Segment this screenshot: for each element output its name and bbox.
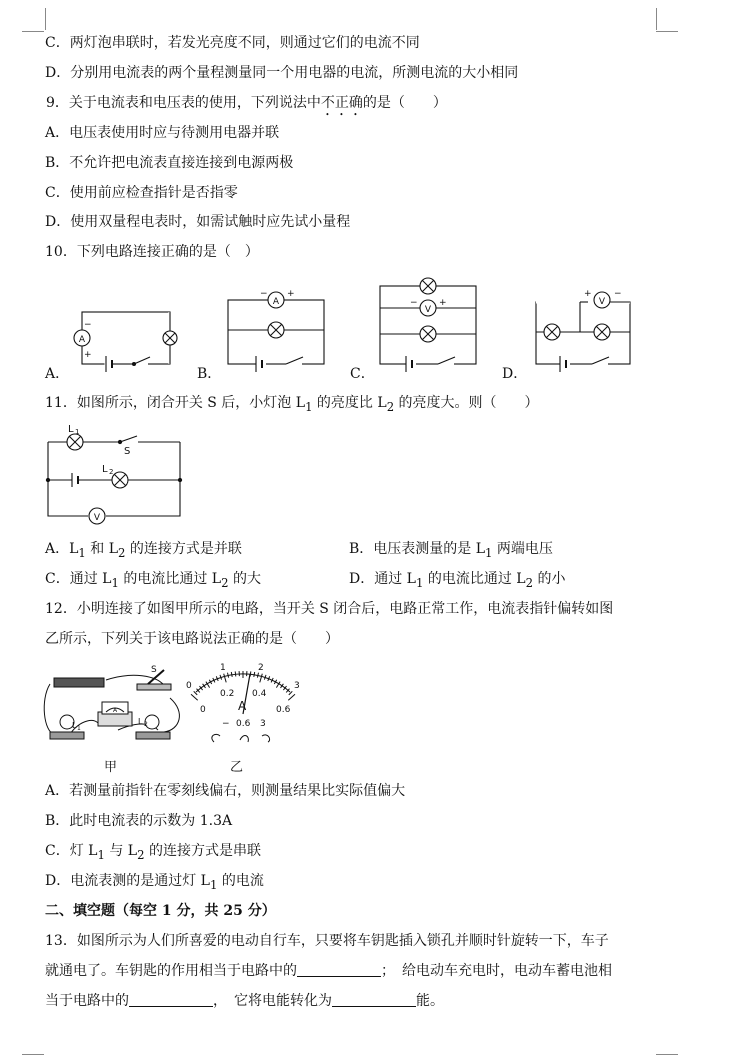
circuit-b (228, 289, 324, 372)
sub-1: 1 (111, 575, 119, 590)
fig11-l1-sub: 1 (75, 428, 80, 436)
blank-1[interactable] (297, 962, 381, 977)
q10-label-c: C． (350, 366, 375, 382)
sub-2: 2 (137, 847, 145, 862)
option-9c: C．使用前应检查指针是否指零 (45, 185, 238, 201)
option-11a (45, 540, 242, 562)
dial-tick (224, 674, 227, 683)
fig11-voltmeter: V (93, 513, 101, 523)
q10-label-a: A． (45, 366, 70, 382)
option-11b (349, 540, 553, 562)
crop-mark-top-left-h (22, 30, 44, 32)
q11c-text-b: 的电流比通过 L (118, 571, 222, 587)
fig12-l2-sub: 2 (144, 721, 148, 728)
q11b-text-a: B．电压表测量的是 L (349, 541, 486, 557)
option-9d: D．使用双量程电表时，如需试触时应先试小量程 (45, 214, 351, 230)
question-11 (45, 394, 539, 416)
q13-text-c3: 能。 (416, 993, 444, 1009)
crop-mark-bottom-left (22, 1054, 44, 1056)
q11-text-a: 11．如图所示，闭合开关 S 后，小灯泡 L (45, 395, 306, 411)
fig12-s: S (151, 665, 157, 675)
section-2-heading: 二、填空题（每空 1 分，共 25 分） (45, 903, 276, 919)
circuit-c (380, 278, 476, 372)
option-12b: B．此时电流表的示数为 1.3A (45, 813, 233, 829)
scale-bottom-1: 0.2 (220, 689, 235, 699)
option-11c (45, 570, 261, 592)
scale-bottom-0: 0 (200, 705, 206, 715)
q10-figures (40, 272, 640, 382)
minus-b: − (260, 289, 268, 299)
dial-tick (231, 672, 232, 677)
q10-label-d: D． (502, 366, 528, 382)
scale-bottom-3: 0.6 (276, 705, 291, 715)
dial-tick (235, 671, 236, 676)
crop-mark-top-right (656, 8, 658, 30)
q13-text-c2: ， 它将电能转化为 (213, 993, 332, 1009)
q12d-text-a: D．电流表测的是通过灯 L (45, 873, 210, 889)
scale-top-3: 3 (294, 681, 300, 691)
q11d-text-c: 的小 (533, 571, 566, 587)
option-9b: B．不允许把电流表直接连接到电源两极 (45, 155, 294, 171)
q11-figure (40, 422, 190, 528)
q11a-text-b: 和 L (85, 541, 119, 557)
question-13-line2 (45, 962, 612, 980)
q11b-text-b: 两端电压 (492, 541, 553, 557)
sub-1: 1 (97, 847, 105, 862)
sub-1: 1 (485, 545, 493, 560)
q11d-text-b: 的电流比通过 L (423, 571, 526, 587)
q13-text-b1: 就通电了。车钥匙的作用相当于电路中的 (45, 963, 297, 979)
question-13-line3 (45, 992, 444, 1010)
fig11-s: S (124, 446, 131, 457)
plus-b: + (287, 289, 295, 299)
sub-1: 1 (78, 545, 86, 560)
q12-figure-yi (178, 656, 308, 751)
scale-top-2: 2 (258, 663, 264, 673)
ammeter-symbol-b: A (272, 297, 280, 307)
option-9a: A．电压表使用时应与待测用电器并联 (45, 125, 280, 141)
option-8d: D．分别用电流表的两个量程测量同一个用电器的电流，所测电流的大小相同 (45, 65, 519, 81)
crop-mark-top-left (44, 8, 46, 30)
dial-tick (257, 673, 258, 678)
blank-2[interactable] (129, 992, 213, 1007)
question-12-cont: 乙所示，下列关于该电路说法正确的是（ ） (45, 631, 339, 647)
q11c-text-a: C．通过 L (45, 571, 112, 587)
terminal-3: 3 (260, 719, 266, 729)
plus-d: + (584, 289, 592, 299)
plus-a: + (84, 350, 92, 360)
voltmeter-symbol-d: V (598, 297, 606, 307)
fig12-unit: A (238, 699, 247, 713)
q11d-text-a: D．通过 L (349, 571, 416, 587)
fig11-l1: L (68, 424, 74, 435)
dial-tick (288, 694, 295, 700)
sub-1: 1 (415, 575, 424, 590)
plus-c: + (439, 298, 447, 308)
dial-tick (228, 673, 229, 678)
q9-text-c: 的是（ ） (362, 95, 447, 111)
dial-tick (254, 672, 255, 677)
question-12: 12．小明连接了如图甲所示的电路，当开关 S 闭合后，电路正常工作，电流表指针偏转如图 (45, 601, 614, 617)
q13-text-b2: ； 给电动车充电时，电动车蓄电池相 (381, 963, 612, 979)
q10-label-b: B． (197, 366, 222, 382)
q11-text-b: 的亮度比 L (312, 395, 387, 411)
q12d-text-b: 的电流 (217, 873, 264, 889)
sub-1: 1 (305, 399, 313, 414)
fig12-l1-sub: 1 (77, 725, 81, 732)
fig12-ammeter-unit: A (113, 707, 118, 714)
sub-2: 2 (221, 575, 229, 590)
scale-top-0: 0 (186, 681, 192, 691)
fig12-caption-yi: 乙 (230, 760, 244, 775)
q12c-text-a: C．灯 L (45, 843, 98, 859)
circuit-a (74, 312, 177, 372)
fig12-l1: L (72, 721, 77, 730)
fig12-l2: L (138, 717, 143, 726)
q11a-text-a: A．L (45, 541, 79, 557)
q12-figure-jia (40, 660, 185, 755)
q12c-text-b: 与 L (104, 843, 138, 859)
q9-text-a: 9．关于电流表和电压表的使用，下列说法中 (46, 95, 321, 111)
sub-1: 1 (209, 877, 218, 892)
sub-2: 2 (386, 399, 395, 414)
fig12-ticks (191, 671, 295, 700)
q13-text-c1: 当于电路中的 (45, 993, 129, 1009)
fig12-caption-jia: 甲 (104, 760, 118, 775)
terminal-06: 0.6 (236, 719, 251, 729)
sub-2: 2 (525, 575, 534, 590)
circuit-d (536, 289, 630, 372)
crop-mark-bottom-right (656, 1054, 678, 1056)
question-9 (46, 94, 447, 119)
q9-emphasis: 不正确 (320, 95, 363, 111)
sub-2: 2 (118, 545, 126, 560)
ammeter-symbol-a: A (78, 335, 86, 345)
blank-3[interactable] (332, 992, 416, 1007)
option-12a: A．若测量前指针在零刻线偏右，则测量结果比实际值偏大 (45, 783, 406, 799)
minus-c: − (410, 298, 418, 308)
q12c-text-c: 的连接方式是串联 (144, 843, 261, 859)
fig11-l2: L (102, 464, 108, 475)
scale-top-1: 1 (220, 663, 226, 673)
terminal-minus: − (222, 719, 230, 729)
question-10: 10．下列电路连接正确的是（ ） (45, 244, 259, 260)
fig11-l2-sub: 2 (109, 468, 114, 476)
q11-text-c: 的亮度大。则（ ） (394, 395, 539, 411)
minus-d: − (614, 289, 622, 299)
scale-bottom-2: 0.4 (252, 689, 267, 699)
crop-mark-top-right-h (656, 30, 678, 32)
voltmeter-symbol-c: V (424, 305, 432, 315)
minus-a: − (84, 320, 92, 330)
dial-tick (260, 674, 263, 683)
option-11d (349, 570, 565, 592)
question-13: 13．如图所示为人们所喜爱的电动自行车，只要将车钥匙插入锁孔并顺时针旋转一下，车子 (45, 933, 609, 949)
q11a-text-c: 的连接方式是并联 (125, 541, 242, 557)
option-12d (45, 872, 264, 894)
option-12c (45, 842, 261, 864)
option-8c: C．两灯泡串联时，若发光亮度不同，则通过它们的电流不同 (45, 35, 420, 51)
q11c-text-c: 的大 (228, 571, 261, 587)
dial-tick (191, 694, 198, 700)
